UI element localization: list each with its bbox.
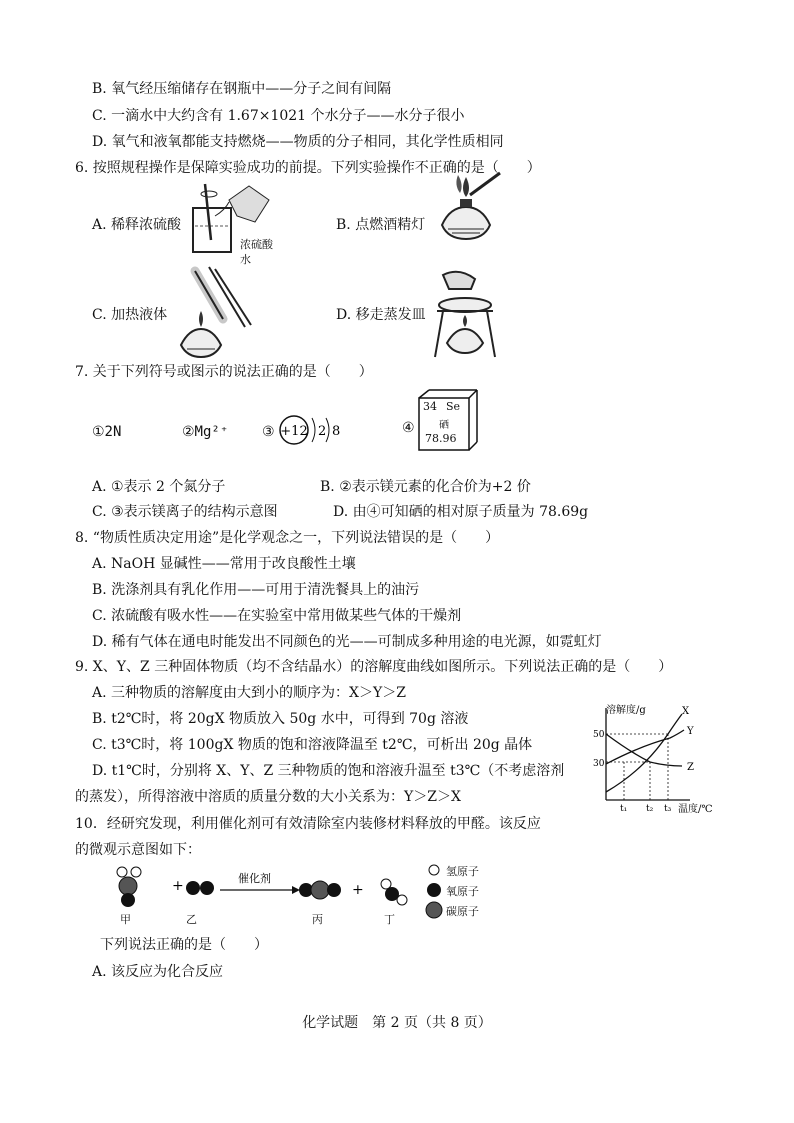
- label-ding: 丁: [384, 913, 395, 926]
- q9-option-d-line1: D. t1℃时，分别将 X、Y、Z 三种物质的饱和溶液升温至 t3℃（不考虑溶剂: [92, 763, 565, 779]
- plus-1: +: [172, 878, 184, 894]
- legend-hydrogen: 氢原子: [446, 865, 479, 878]
- curve-x-label: X: [682, 706, 690, 717]
- atomic-mass: 78.96: [425, 432, 457, 445]
- q6-option-c: C. 加热液体: [92, 307, 168, 323]
- x-axis-label: 温度/℃: [678, 804, 713, 815]
- q6-option-d: D. 移走蒸发皿: [336, 307, 426, 323]
- y-tick-30: 30: [593, 759, 605, 769]
- label-jia: 甲: [120, 913, 131, 926]
- q10-option-a: A. 该反应为化合反应: [92, 964, 224, 980]
- q7-option-c: C. ③表示镁离子的结构示意图: [92, 504, 278, 520]
- magnesium-ion-diagram: [278, 410, 358, 450]
- q10-stem-line1: 10．经研究发现，利用催化剂可有效清除室内装修材料释放的甲醛。该反应: [75, 816, 541, 832]
- q7-option-a: A. ①表示 2 个氮分子: [92, 479, 226, 495]
- atomic-number: 34: [423, 400, 437, 413]
- shell-2: 8: [332, 424, 341, 439]
- legend-carbon: 碳原子: [446, 905, 479, 918]
- symbol-1: ①2N: [92, 424, 122, 440]
- element-symbol: Se: [446, 400, 461, 413]
- q9-option-b: B. t2℃时，将 20gX 物质放入 50g 水中，可得到 70g 溶液: [92, 711, 469, 727]
- q7-option-b: B. ②表示镁元素的化合价为+2 价: [320, 479, 531, 495]
- q8-stem: 8. “物质性质决定用途”是化学观念之一，下列说法错误的是（ ）: [75, 530, 500, 546]
- q8-option-d: D. 稀有气体在通电时能发出不同颜色的光——可制成多种用途的电光源，如霓虹灯: [92, 634, 602, 650]
- q7-stem: 7. 关于下列符号或图示的说法正确的是（ ）: [75, 364, 373, 380]
- q6-option-a: A. 稀释浓硫酸: [92, 217, 182, 233]
- alcohol-lamp-illustration: [430, 165, 510, 245]
- q5-option-d: D. 氧气和液氧都能支持燃烧——物质的分子相同，其化学性质相同: [92, 134, 504, 150]
- plus-2: +: [352, 882, 364, 898]
- y-axis-label: 溶解度/g: [606, 705, 646, 716]
- selenium-element-card: [419, 398, 469, 450]
- curve-y-label: Y: [687, 726, 694, 737]
- nucleus-charge: +12: [280, 424, 308, 439]
- solubility-graph: [590, 700, 740, 820]
- q9-option-c: C. t3℃时，将 100gX 物质的饱和溶液降温至 t2℃，可析出 20g 晶体: [92, 737, 533, 753]
- catalyst-label: 催化剂: [238, 872, 271, 885]
- symbol-4-label: ④: [402, 420, 415, 436]
- q6-stem: 6. 按照规程操作是保障实验成功的前提。下列实验操作不正确的是（ ）: [75, 160, 541, 176]
- q8-option-c: C. 浓硫酸有吸水性——在实验室中常用做某些气体的干燥剂: [92, 608, 462, 624]
- element-name: 硒: [439, 420, 449, 431]
- x-tick-t3: t₃: [664, 804, 672, 814]
- q5-option-c: C. 一滴水中大约含有 1.67×1021 个水分子——水分子很小: [92, 108, 465, 124]
- symbol-2: ②Mg²⁺: [182, 424, 229, 440]
- q9-stem: 9. X、Y、Z 三种固体物质（均不含结晶水）的溶解度曲线如图所示。下列说法正确的是（ ）: [75, 659, 673, 675]
- acid-label: 浓硫酸: [240, 238, 273, 251]
- curve-z: [606, 734, 682, 766]
- y-tick-50: 50: [593, 730, 605, 740]
- q5-option-b: B. 氧气经压缩储存在钢瓶中——分子之间有间隔: [92, 81, 392, 97]
- heat-liquid-illustration: [175, 265, 255, 360]
- label-yi: 乙: [186, 913, 197, 926]
- evaporating-dish-illustration: [425, 265, 515, 360]
- curve-x: [606, 714, 682, 792]
- water-label: 水: [240, 253, 251, 266]
- q9-option-d-line2: 的蒸发），所得溶液中溶质的质量分数的大小关系为：Y＞Z＞X: [75, 789, 461, 805]
- legend-oxygen: 氧原子: [446, 885, 479, 898]
- label-bing: 丙: [312, 913, 323, 926]
- q7-option-d: D. 由④可知硒的相对原子质量为 78.69g: [333, 504, 589, 520]
- q6-option-b: B. 点燃酒精灯: [336, 217, 426, 233]
- x-tick-t1: t₁: [620, 804, 628, 814]
- shell-1: 2: [318, 424, 327, 439]
- page-footer: 化学试题 第 2 页（共 8 页）: [302, 1015, 492, 1031]
- q8-option-a: A. NaOH 显碱性——常用于改良酸性土壤: [92, 556, 356, 572]
- q10-ask: 下列说法正确的是（ ）: [100, 937, 268, 953]
- q10-stem-line2: 的微观示意图如下：: [75, 842, 201, 858]
- symbol-3-label: ③: [262, 424, 275, 440]
- x-tick-t2: t₂: [646, 804, 654, 814]
- q9-option-a: A. 三种物质的溶解度由大到小的顺序为：X＞Y＞Z: [92, 685, 406, 701]
- q8-option-b: B. 洗涤剂具有乳化作用——可用于清洗餐具上的油污: [92, 582, 420, 598]
- curve-z-label: Z: [687, 762, 694, 773]
